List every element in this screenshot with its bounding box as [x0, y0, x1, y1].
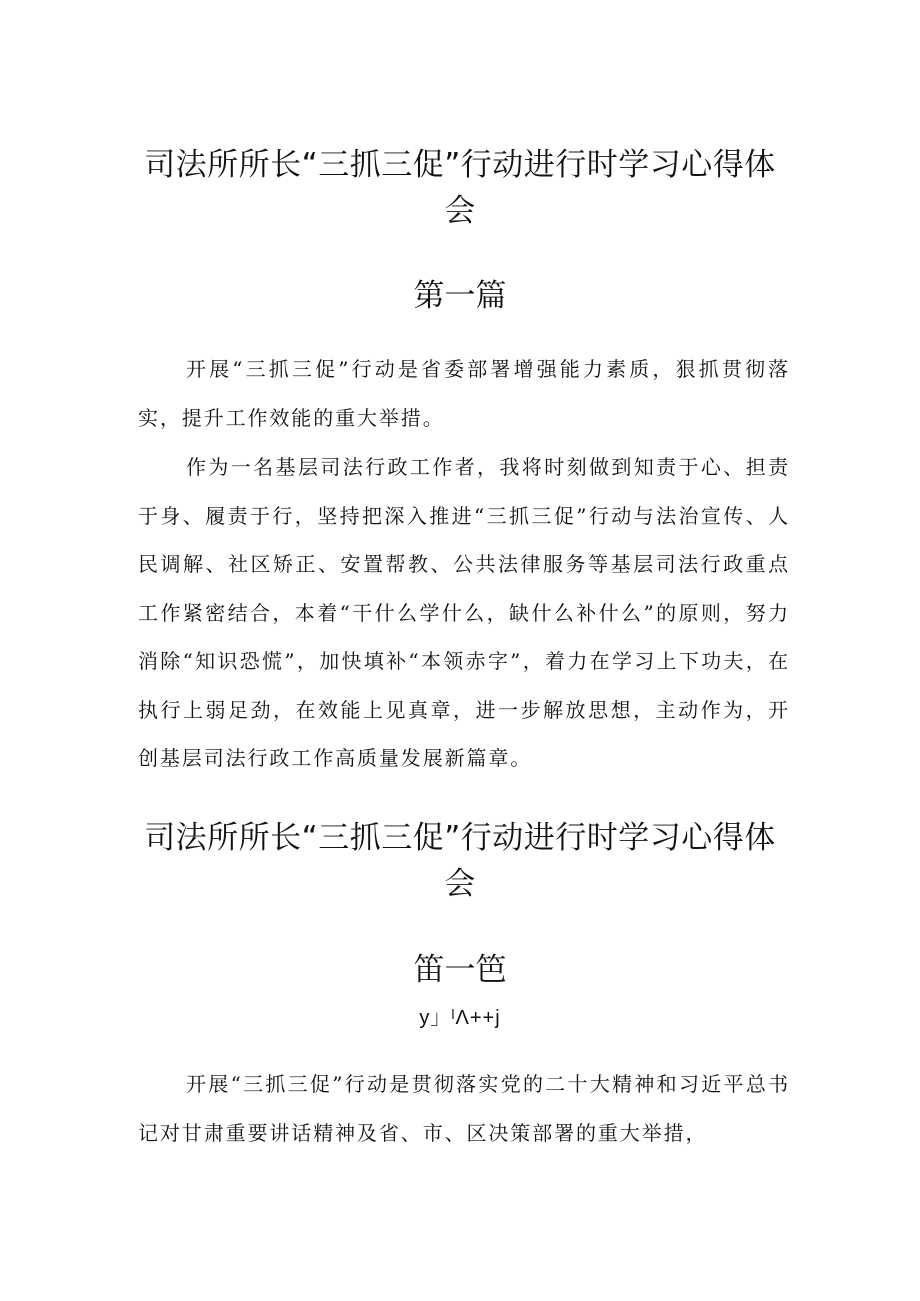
- document-title-1: 司法所所长“三抓三促”行动进行时学习心得体会: [144, 147, 776, 229]
- paragraph-1-1: 开展“三抓三促”行动是省委部署增强能力素质，狠抓贯彻落实，提升工作效能的重大举措。: [138, 357, 790, 430]
- section-heading-1: 第一篇: [413, 278, 507, 314]
- garbled-subnote: y」ˡΛ++j: [419, 1007, 501, 1029]
- paragraph-2-1: 开展“三抓三促”行动是贯彻落实党的二十大精神和习近平总书记对甘肃重要讲话精神及省、市、区决策部署的重大举措，: [138, 1072, 790, 1145]
- section-heading-2: 笛一笆: [413, 952, 507, 988]
- paragraph-1-2: 作为一名基层司法行政工作者，我将时刻做到知责于心、担责于身、履责于行，坚持把深入推进“三抓三促”行动与法治宣传、人民调解、社区矫正、安置帮教、公共法律服务等基层司法行政重点工作紧密结合，本着“干什么学什么，缺什么补什么”的原则，努力消除“知识恐慌”，加快填补“本领赤字”，着力在学习上下功夫，在执行上弱足劲，在效能上见真章，进一步解放思想，主动作为，开创基层司法行政工作高质量发展新篇章。: [138, 455, 790, 770]
- document-title-2: 司法所所长“三抓三促”行动进行时学习心得体会: [144, 820, 776, 902]
